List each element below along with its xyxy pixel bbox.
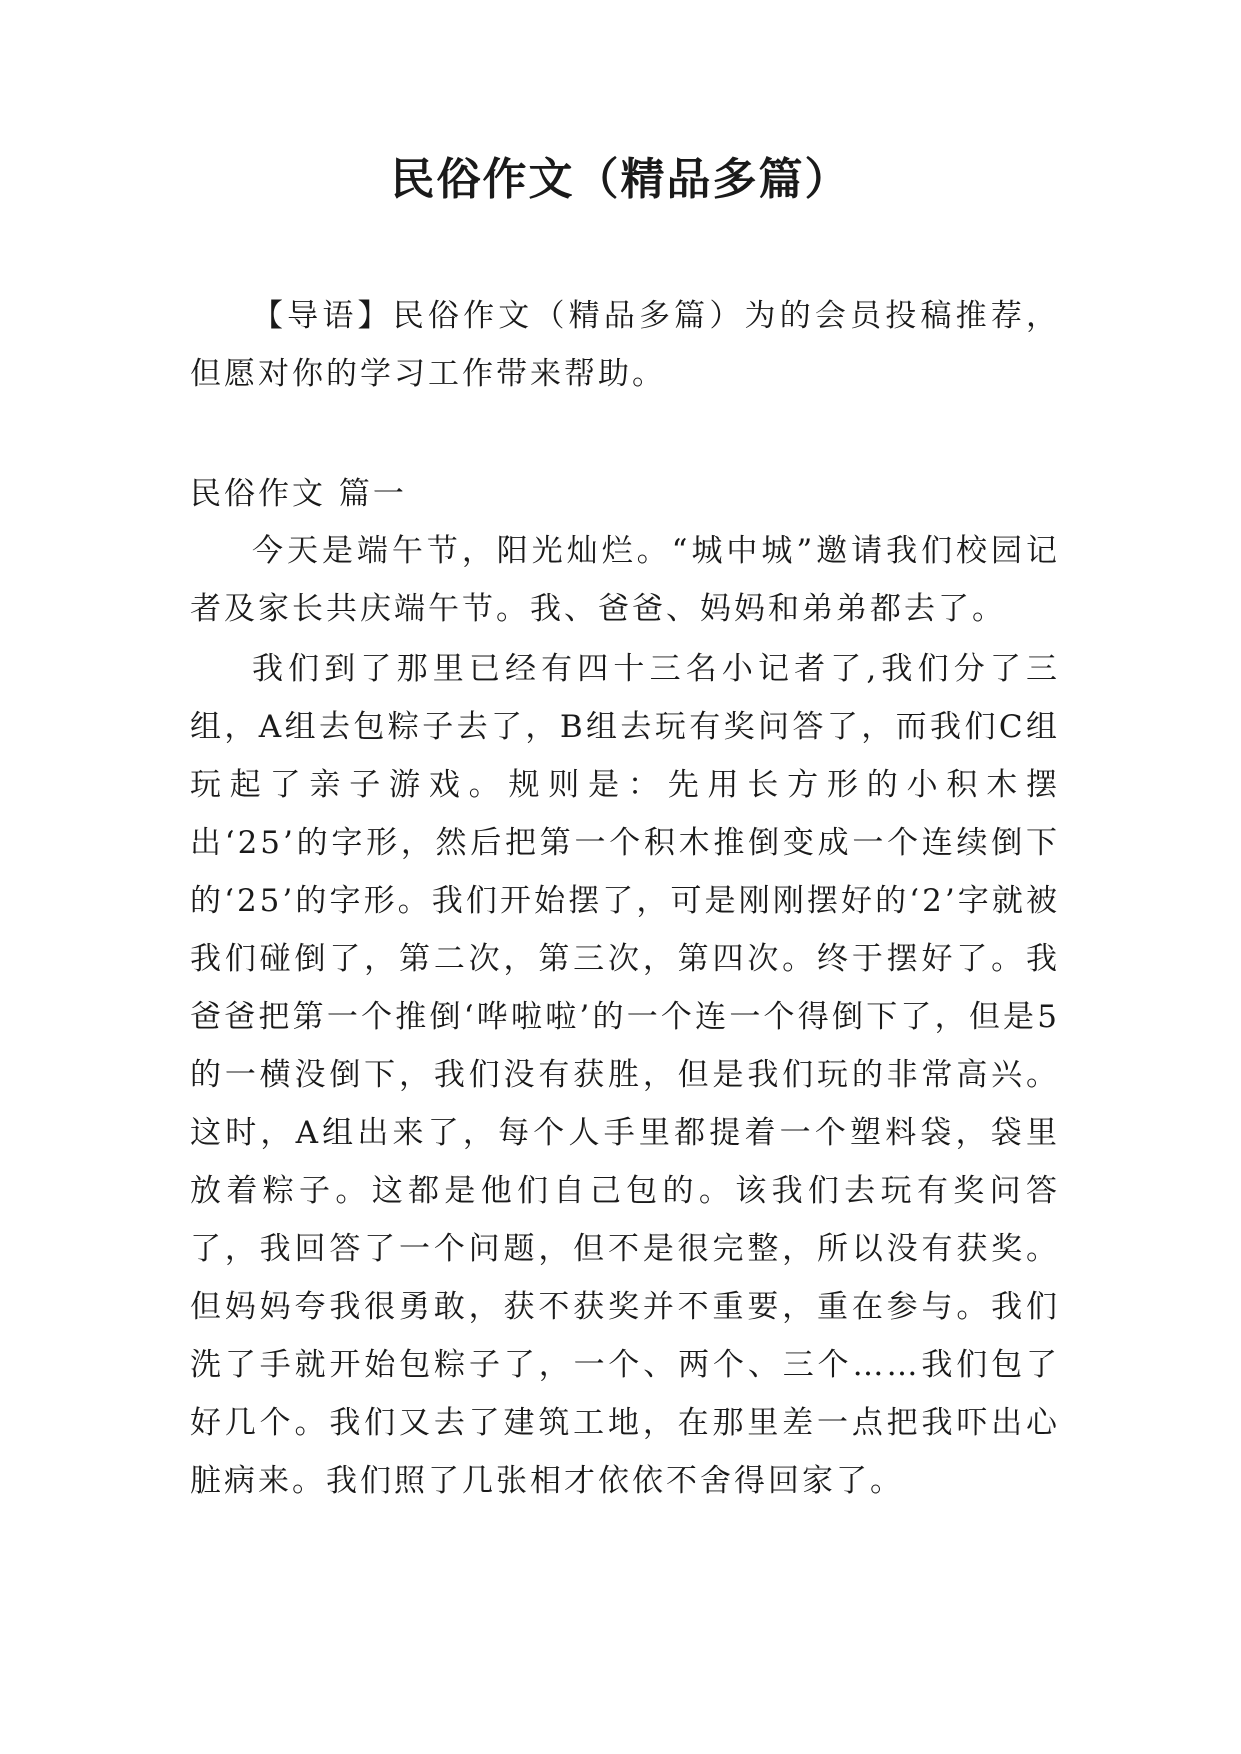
- document-title: 民俗作文（精品多篇）: [390, 154, 851, 205]
- body-paragraph-1: 今天是端午节，阳光灿烂。“城中城”邀请我们校园记者及家长共庆端午节。我、爸爸、妈妈和弟弟都去了。: [190, 533, 1060, 627]
- body-paragraph-2: 我们到了那里已经有四十三名小记者了,我们分了三组，A组去包粽子去了，B组去玩有奖问答了，而我们C组玩起了亲子游戏。规则是：先用长方形的小积木摆出‘25’的字形，然后把第一个积木推倒变成一个连续倒下的‘25’的字形。我们开始摆了，可是刚刚摆好的‘2’字就被我们碰倒了，第二次，第三次，第四次。终于摆好了。我爸爸把第一个推倒‘哗啦啦’的一个连一个得倒下了，但是5的一横没倒下，我们没有获胜，但是我们玩的非常高兴。这时，A组出来了，每个人手里都提着一个塑料袋，袋里放着粽子。这都是他们自己包的。该我们去玩有奖问答了，我回答了一个问题，但不是很完整，所以没有获奖。但妈妈夸我很勇敢，获不获奖并不重要，重在参与。我们洗了手就开始包粽子了，一个、两个、三个……我们包了好几个。我们又去了建筑工地，在那里差一点把我吓出心脏病来。我们照了几张相才依依不舍得回家了。: [190, 651, 1060, 1499]
- intro-paragraph: 【导语】民俗作文（精品多篇）为的会员投稿推荐，但愿对你的学习工作带来帮助。: [190, 298, 1060, 392]
- section-heading: 民俗作文 篇一: [190, 476, 407, 512]
